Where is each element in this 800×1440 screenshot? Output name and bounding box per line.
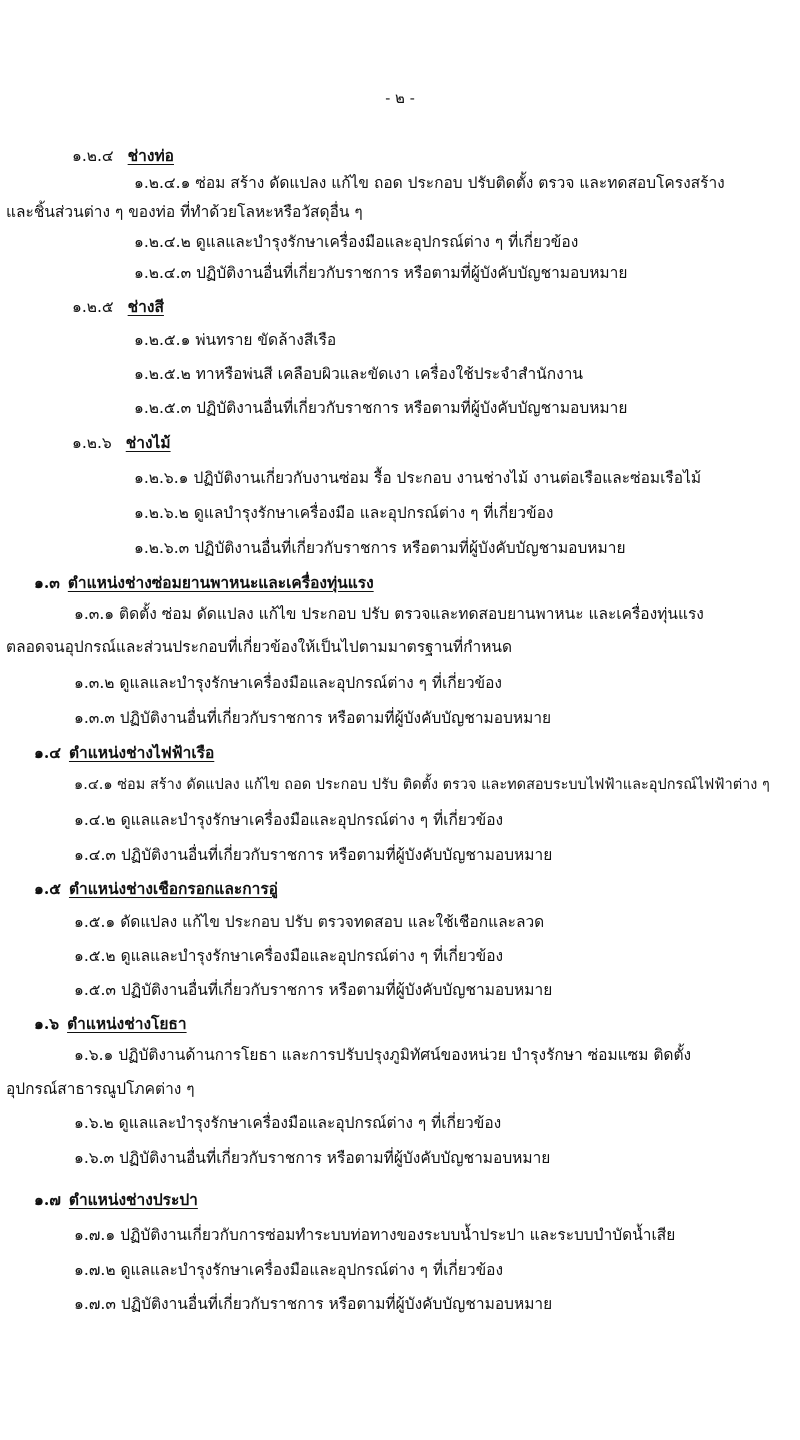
- list-item: ๑.๒.๕.๓ ปฏิบัติงานอื่นที่เกี่ยวกับราชการ หรือตามที่ผู้บังคับบัญชามอบหมาย: [134, 399, 628, 417]
- list-item: ๑.๔.๑ ซ่อม สร้าง ดัดแปลง แก้ไข ถอด ประกอบ ปรับ ติดตั้ง ตรวจ และทดสอบระบบไฟฟ้าและอุปกรณ์ไฟฟ้าต่าง ๆ: [74, 777, 770, 793]
- section-heading-1-2-4: [72, 146, 174, 166]
- list-item: ๑.๗.๒ ดูแลและบำรุงรักษาเครื่องมือและอุปกรณ์ต่าง ๆ ที่เกี่ยวข้อง: [74, 1261, 504, 1279]
- section-number: ๑.๓: [34, 573, 60, 592]
- section-title: ช่างท่อ: [127, 146, 174, 165]
- list-item: ๑.๒.๖.๑ ปฏิบัติงานเกี่ยวกับงานซ่อม รื้อ ประกอบ งานช่างไม้ งานต่อเรือและซ่อมเรือไม้: [134, 469, 702, 487]
- list-item: ๑.๒.๕.๑ พ่นทราย ขัดล้างสีเรือ: [134, 331, 337, 349]
- section-heading-1-5: [34, 879, 278, 899]
- list-item: ๑.๔.๒ ดูแลและบำรุงรักษาเครื่องมือและอุปกรณ์ต่าง ๆ ที่เกี่ยวข้อง: [74, 811, 504, 829]
- section-title: ตำแหน่งช่างซ่อมยานพาหนะและเครื่องทุ่นแรง: [67, 573, 374, 592]
- section-number: ๑.๕: [34, 879, 61, 898]
- list-item: ๑.๒.๔.๓ ปฏิบัติงานอื่นที่เกี่ยวกับราชการ หรือตามที่ผู้บังคับบัญชามอบหมาย: [134, 264, 628, 282]
- list-item: ๑.๒.๔.๑ ซ่อม สร้าง ดัดแปลง แก้ไข ถอด ประกอบ ปรับติดตั้ง ตรวจ และทดสอบโครงสร้าง: [134, 174, 725, 192]
- section-title: ตำแหน่งช่างประปา: [68, 1190, 198, 1209]
- list-item: ๑.๓.๒ ดูแลและบำรุงรักษาเครื่องมือและอุปกรณ์ต่าง ๆ ที่เกี่ยวข้อง: [74, 674, 502, 692]
- list-item: ๑.๒.๔.๒ ดูแลและบำรุงรักษาเครื่องมือและอุปกรณ์ต่าง ๆ ที่เกี่ยวข้อง: [134, 233, 579, 251]
- list-item: ๑.๒.๖.๓ ปฏิบัติงานอื่นที่เกี่ยวกับราชการ หรือตามที่ผู้บังคับบัญชามอบหมาย: [134, 539, 626, 557]
- section-number: ๑.๒.๖: [72, 434, 112, 452]
- list-item-continuation: และชิ้นส่วนต่าง ๆ ของท่อ ที่ทำด้วยโลหะหรือวัสดุอื่น ๆ: [6, 203, 363, 221]
- section-number: ๑.๖: [34, 1014, 60, 1033]
- section-heading-1-2-5: [72, 297, 164, 317]
- list-item: ๑.๖.๒ ดูแลและบำรุงรักษาเครื่องมือและอุปกรณ์ต่าง ๆ ที่เกี่ยวข้อง: [74, 1114, 502, 1132]
- section-number: ๑.๔: [34, 743, 61, 762]
- list-item: ๑.๕.๓ ปฏิบัติงานอื่นที่เกี่ยวกับราชการ หรือตามที่ผู้บังคับบัญชามอบหมาย: [74, 981, 553, 999]
- list-item: ๑.๖.๓ ปฏิบัติงานอื่นที่เกี่ยวกับราชการ หรือตามที่ผู้บังคับบัญชามอบหมาย: [74, 1149, 551, 1167]
- section-number: ๑.๗: [34, 1190, 61, 1209]
- section-title: ช่างไม้: [125, 433, 171, 452]
- section-heading-1-2-6: [72, 433, 171, 453]
- section-heading-1-6: [34, 1014, 187, 1034]
- section-number: ๑.๒.๔: [72, 147, 114, 165]
- section-number: ๑.๒.๕: [72, 298, 114, 316]
- section-title: ช่างสี: [127, 297, 164, 316]
- list-item: ๑.๓.๑ ติดตั้ง ซ่อม ดัดแปลง แก้ไข ประกอบ ปรับ ตรวจและทดสอบยานพาหนะ และเครื่องทุ่นแรง: [74, 605, 704, 623]
- section-heading-1-4: [34, 743, 214, 763]
- list-item: ๑.๒.๕.๒ ทาหรือพ่นสี เคลือบผิวและขัดเงา เครื่องใช้ประจำสำนักงาน: [134, 365, 584, 383]
- section-heading-1-3: [34, 573, 374, 593]
- list-item: ๑.๔.๓ ปฏิบัติงานอื่นที่เกี่ยวกับราชการ หรือตามที่ผู้บังคับบัญชามอบหมาย: [74, 846, 553, 864]
- list-item: ๑.๓.๓ ปฏิบัติงานอื่นที่เกี่ยวกับราชการ หรือตามที่ผู้บังคับบัญชามอบหมาย: [74, 709, 552, 727]
- list-item: ๑.๕.๒ ดูแลและบำรุงรักษาเครื่องมือและอุปกรณ์ต่าง ๆ ที่เกี่ยวข้อง: [74, 947, 504, 965]
- list-item-continuation: ตลอดจนอุปกรณ์และส่วนประกอบที่เกี่ยวข้องให้เป็นไปตามมาตรฐานที่กำหนด: [6, 638, 513, 656]
- page-number: - ๒ -: [385, 89, 415, 107]
- list-item: ๑.๖.๑ ปฏิบัติงานด้านการโยธา และการปรับปรุงภูมิทัศน์ของหน่วย บำรุงรักษา ซ่อมแซม ติดตั้ง: [74, 1046, 692, 1064]
- list-item: ๑.๒.๖.๒ ดูแลบำรุงรักษาเครื่องมือ และอุปกรณ์ต่าง ๆ ที่เกี่ยวข้อง: [134, 504, 554, 522]
- list-item: ๑.๗.๑ ปฏิบัติงานเกี่ยวกับการซ่อมทำระบบท่อทางของระบบน้ำประปา และระบบบำบัดน้ำเสีย: [74, 1226, 676, 1244]
- section-heading-1-7: [34, 1190, 198, 1210]
- section-title: ตำแหน่งช่างไฟฟ้าเรือ: [68, 743, 215, 762]
- list-item: ๑.๗.๓ ปฏิบัติงานอื่นที่เกี่ยวกับราชการ หรือตามที่ผู้บังคับบัญชามอบหมาย: [74, 1295, 553, 1313]
- list-item-continuation: อุปกรณ์สาธารณูปโภคต่าง ๆ: [6, 1080, 195, 1098]
- list-item: ๑.๕.๑ ดัดแปลง แก้ไข ประกอบ ปรับ ตรวจทดสอบ และใช้เชือกและลวด: [74, 913, 545, 931]
- section-title: ตำแหน่งช่างโยธา: [67, 1014, 187, 1033]
- section-title: ตำแหน่งช่างเชือกรอกและการอู่: [68, 879, 278, 898]
